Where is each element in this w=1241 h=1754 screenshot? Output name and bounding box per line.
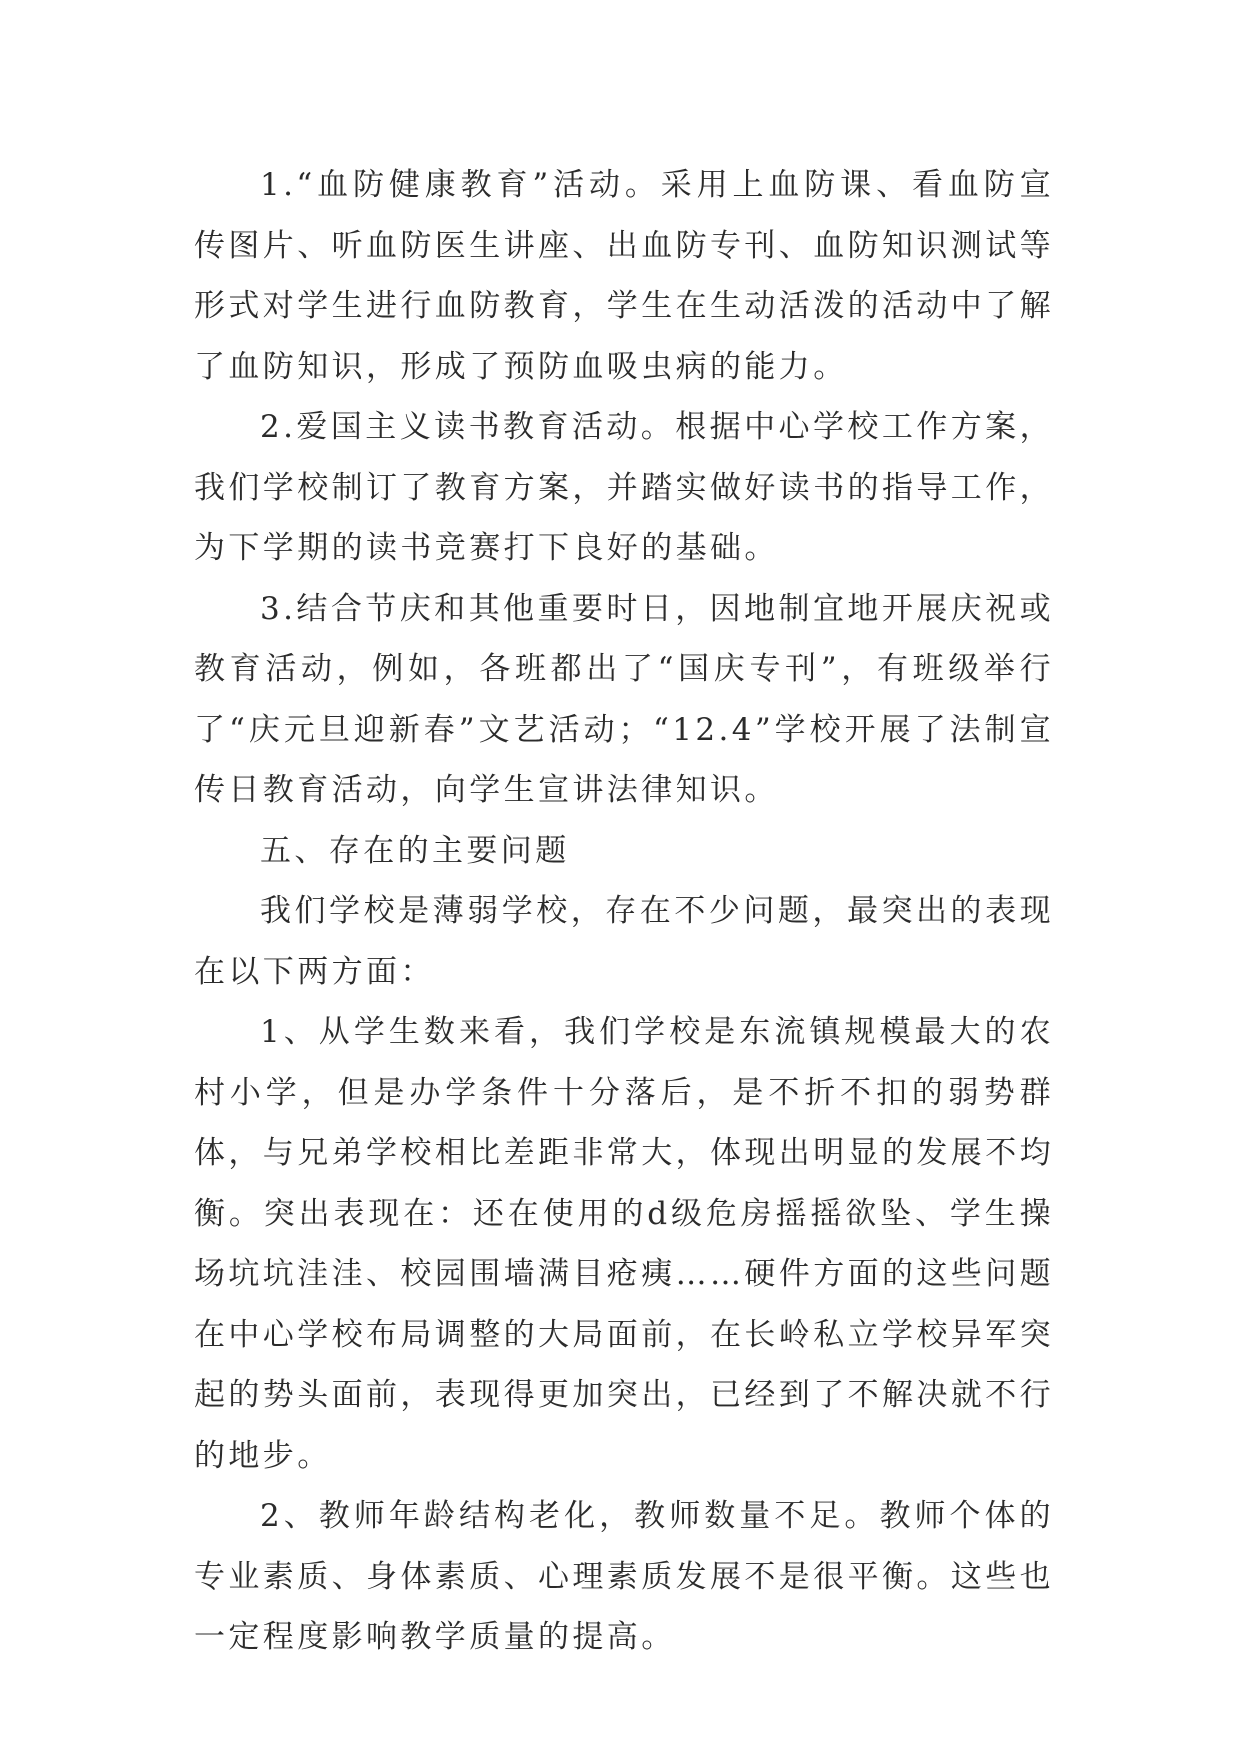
paragraph-festival-activities: 3.结合节庆和其他重要时日，因地制宜地开展庆祝或教育活动，例如，各班都出了“国庆专刊”，有班级举行了“庆元旦迎新春”文艺活动；“12.4”学校开展了法制宣传日教育活动，向学生宣讲法律知识。: [194, 590, 1054, 808]
paragraph-problem-teachers: 2、教师年龄结构老化，教师数量不足。教师个体的专业素质、身体素质、心理素质发展不是很平衡。这些也一定程度影响教学质量的提高。: [194, 1498, 1054, 1655]
paragraph-problem-facilities: 1、从学生数来看，我们学校是东流镇规模最大的农村小学，但是办学条件十分落后，是不折不扣的弱势群体，与兄弟学校相比差距非常大，体现出明显的发展不均衡。突出表现在：还在使用的d级危房摇摇欲坠、学生操场坑坑洼洼、校园围墙满目疮痍……硬件方面的这些问题在中心学校布局调整的大局面前，在长岭私立学校异军突起的势头面前，表现得更加突出，已经到了不解决就不行的地步。: [194, 1014, 1054, 1474]
paragraph-blood-prevention-education: 1.“血防健康教育”活动。采用上血防课、看血防宣传图片、听血防医生讲座、出血防专刊、血防知识测试等形式对学生进行血防教育，学生在生动活泼的活动中了解了血防知识，形成了预防血吸虫病的能力。: [194, 167, 1054, 385]
paragraph-patriotic-reading: 2.爱国主义读书教育活动。根据中心学校工作方案，我们学校制订了教育方案，并踏实做好读书的指导工作，为下学期的读书竞赛打下良好的基础。: [194, 409, 1054, 566]
document-body: [194, 155, 1054, 1668]
section-heading-main-problems: 五、存在的主要问题: [260, 832, 570, 869]
paragraph-problems-intro: 我们学校是薄弱学校，存在不少问题，最突出的表现在以下两方面：: [194, 893, 1054, 990]
